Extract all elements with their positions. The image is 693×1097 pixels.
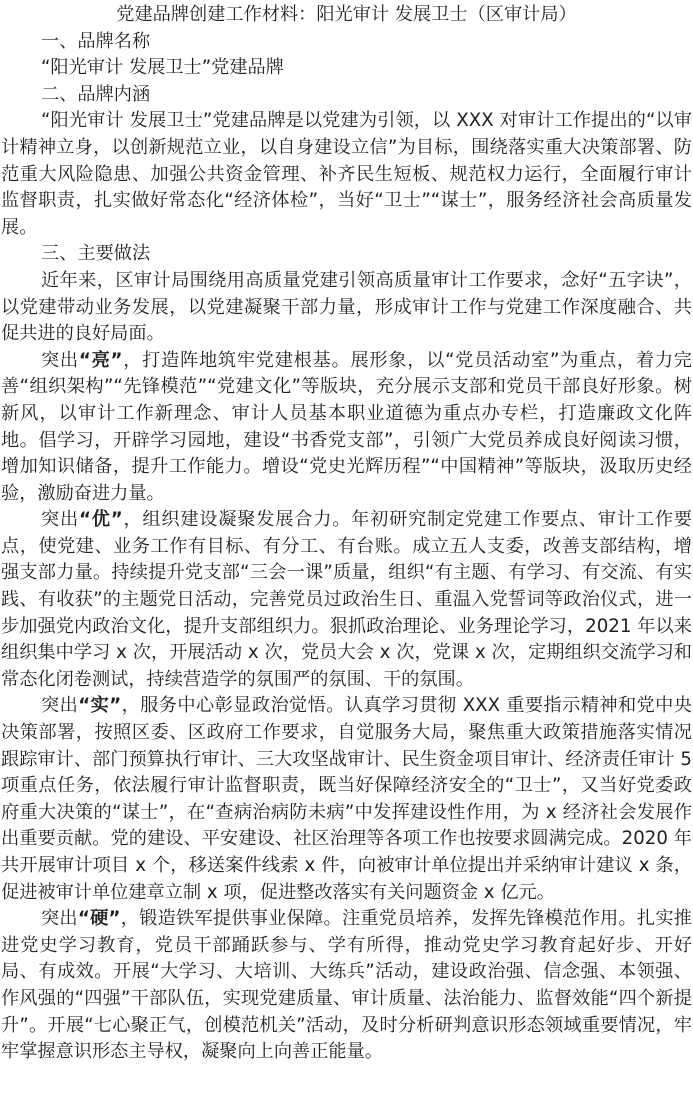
practice-paragraph-liang [1,348,692,508]
practice-text: ，锻造铁军提供事业保障。注重党员培养，发挥先锋模范作用。扎实推进党史学习教育，党员干部踊跃参与、学有所得，推动党史学习教育起好步、开好局、有成效。开展“大学习、大培训、大练兵”活动，建设政治强、信念强、本领强、作风强的“四强”干部队伍，实现党建质量、审计质量、法治能力、监督效能“四个新提升”。开展“七心聚正气，创模范机关”活动，及时分析研判意识形态领域重要情况，牢牢掌握意识形态主导权，凝聚向上向善正能量。 [1,908,692,1063]
practice-prefix: 突出 [41,509,79,531]
brand-connotation-paragraph: “阳光审计 发展卫士”党建品牌是以党建为引领，以 XXX 对审计工作提出的“以审计精神立身，以创新规范立业，以自身建设立信”为目标，围绕落实重大决策部署、防范重大风险隐患、加强公共资金管理、补齐民生短板、规范权力运行，全面履行审计监督职责，扎实做好常态化“经济体检”，当好“卫士”“谋士”，服务经济社会高质量发展。 [1,110,692,238]
practice-prefix: 突出 [41,349,79,371]
practice-paragraph-ying [1,906,692,1066]
practice-prefix: 突出 [41,908,78,930]
practice-paragraph-you [1,507,692,693]
section-heading-brand-connotation: 二、品牌内涵 [41,83,151,105]
section-heading-brand-name: 一、品牌名称 [41,30,151,52]
practice-keyword: “亮” [78,349,123,371]
practice-keyword: “硬” [77,908,121,930]
document-title: 党建品牌创建工作材料：阳光审计 发展卫士（区审计局） [116,4,577,25]
practice-keyword: “实” [78,695,122,717]
practice-prefix: 突出 [41,695,79,717]
practice-text: ，组织建设凝聚发展合力。年初研究制定党建工作要点、审计工作要点，使党建、业务工作有目标、有分工、有台账。成立五人支委，改善支部结构，增强支部力量。持续提升党支部“三会一课”质量，组织“有主题、有学习、有交流、有实践、有收获”的主题党日活动，完善党员过政治生日、重温入党誓词等政治仪式，进一步加强党内政治文化，提升支部组织力。狠抓政治理论、业务理论学习，2021 年以来组织集中学习 x 次，开展活动 x 次，党员大会 x 次，党课 x 次，定期组织交流学习和常态化闭卷测试，持续营造学的氛围严的氛围、干的氛围。 [1,509,692,690]
section-heading-main-practices: 三、主要做法 [41,243,151,265]
practice-paragraph-shi [1,693,692,906]
practice-keyword: “优” [78,509,123,531]
practice-text: ，服务中心彰显政治觉悟。认真学习贯彻 XXX 重要指示精神和党中央决策部署，按照区委、区政府工作要求，自觉服务大局，聚焦重大政策措施落实情况跟踪审计、部门预算执行审计、三大攻坚战审计、民生资金项目审计、经济责任审计 5 项重点任务，依法履行审计监督职责，既当好保障经济安全的“卫士”，又当好党委政府重大决策的“谋士”，在“查病治病防未病”中发挥建设性作用，为 x 经济社会发展作出重要贡献。党的建设、平安建设、社区治理等各项工作也按要求圆满完成。2020 年共开展审计项目 x 个，移送案件线索 x 件，向被审计单位提出并采纳审计建议 x 条，促进被审计单位建章立制 x 项，促进整改落实有关问题资金 x 亿元。 [1,695,692,903]
brand-name-text: “阳光审计 发展卫士”党建品牌 [41,57,284,79]
intro-paragraph: 近年来，区审计局围绕用高质量党建引领高质量审计工作要求，念好“五字诀”，以党建带动业务发展，以党建凝聚干部力量，形成审计工作与党建工作深度融合、共促共进的良好局面。 [1,269,692,345]
practice-text: ，打造阵地筑牢党建根基。展形象，以“党员活动室”为重点，着力完善“组织架构”“先锋模范”“党建文化”等版块，充分展示支部和党员干部良好形象。树新风，以审计工作新理念、审计人员基本职业道德为重点办专栏，打造廉政文化阵地。倡学习，开辟学习园地，建设“书香党支部”，引领广大党员养成良好阅读习惯，增加知识储备，提升工作能力。增设“党史光辉历程”“中国精神”等版块，汲取历史经验，激励奋进力量。 [1,349,692,504]
